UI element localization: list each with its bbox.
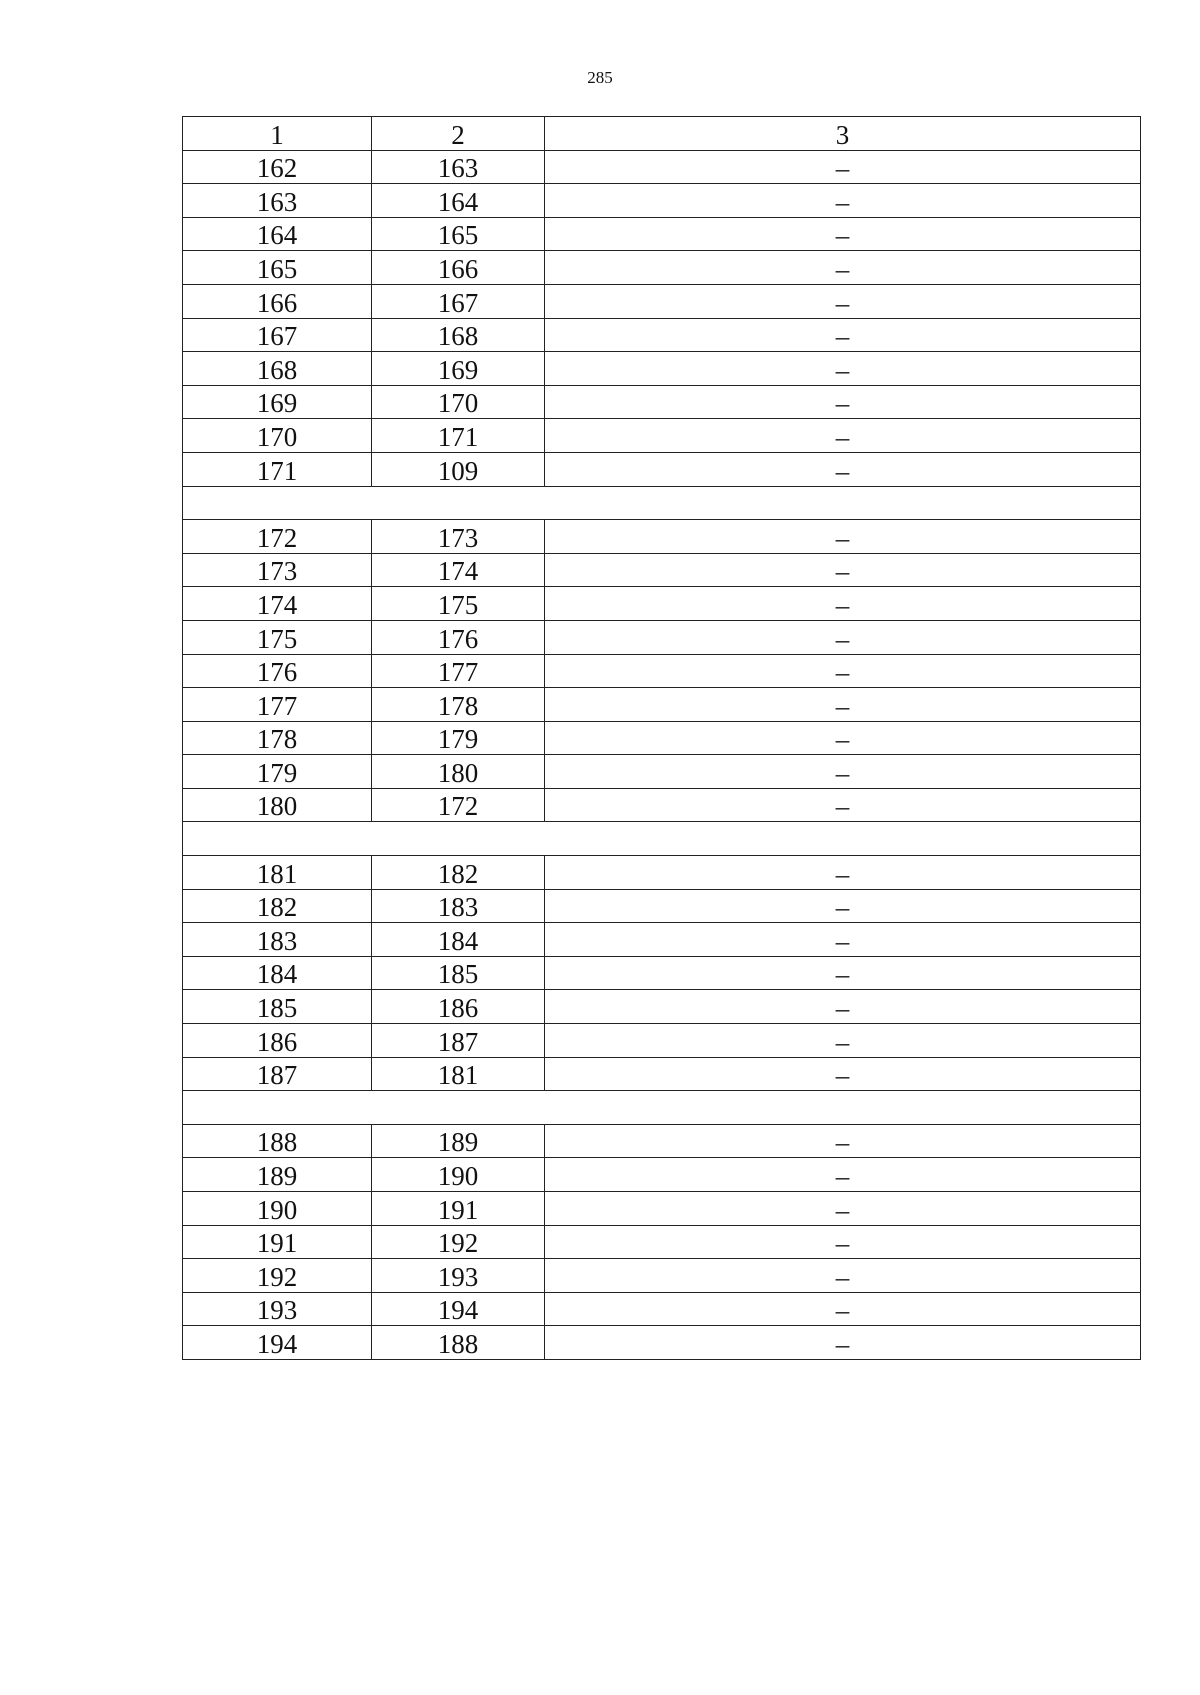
table-row [183,788,1141,822]
table-cell-col-3: – [545,1225,1141,1259]
table-row [183,1024,1141,1058]
table-cell-col-1: 170 [183,419,372,453]
table-cell-col-2: 165 [372,217,545,251]
table-cell-col-2: 179 [372,721,545,755]
table-cell-col-2: 193 [372,1259,545,1293]
table-cell-col-1: 167 [183,318,372,352]
table-cell-col-3: – [545,251,1141,285]
table-cell-col-1: 192 [183,1259,372,1293]
table-cell-col-3: – [545,1259,1141,1293]
table-cell-col-3: – [545,1158,1141,1192]
table-cell-col-2: 194 [372,1292,545,1326]
table-cell-col-1: 165 [183,251,372,285]
table-cell-col-2: 183 [372,889,545,923]
table-row [183,1259,1141,1293]
table-row [183,318,1141,352]
table-cell-col-2: 188 [372,1326,545,1360]
column-header-3: 3 [545,117,1141,151]
table-cell-col-3: – [545,520,1141,554]
table-row [183,1158,1141,1192]
table-cell-col-1: 176 [183,654,372,688]
table-row [183,184,1141,218]
table-row [183,217,1141,251]
table-cell-col-3: – [545,856,1141,890]
table-cell-col-3: – [545,553,1141,587]
table-cell-col-2: 163 [372,150,545,184]
group-separator-cell [183,822,1141,856]
table-cell-col-3: – [545,1192,1141,1226]
table-cell-col-2: 178 [372,688,545,722]
table-row [183,251,1141,285]
table-cell-col-1: 173 [183,553,372,587]
table-row [183,923,1141,957]
table-row [183,620,1141,654]
table-cell-col-2: 190 [372,1158,545,1192]
table-cell-col-3: – [545,217,1141,251]
group-separator-row [183,1091,1141,1125]
table-cell-col-1: 181 [183,856,372,890]
table-cell-col-1: 194 [183,1326,372,1360]
group-separator-cell [183,1091,1141,1125]
table-cell-col-1: 184 [183,956,372,990]
table-cell-col-1: 163 [183,184,372,218]
table-cell-col-1: 164 [183,217,372,251]
table-row [183,889,1141,923]
table-cell-col-3: – [545,284,1141,318]
table-row [183,419,1141,453]
table-cell-col-3: – [545,1124,1141,1158]
table-row [183,452,1141,486]
table-cell-col-1: 169 [183,385,372,419]
table-row [183,520,1141,554]
column-header-2: 2 [372,117,545,151]
table-cell-col-2: 167 [372,284,545,318]
table-cell-col-2: 175 [372,587,545,621]
table-row [183,352,1141,386]
table-cell-col-2: 164 [372,184,545,218]
table-row [183,1225,1141,1259]
table-row [183,755,1141,789]
table-cell-col-1: 171 [183,452,372,486]
table-row [183,654,1141,688]
table-cell-col-1: 175 [183,620,372,654]
table-cell-col-1: 191 [183,1225,372,1259]
table-row [183,587,1141,621]
table-cell-col-3: – [545,889,1141,923]
table-cell-col-2: 180 [372,755,545,789]
table-row [183,150,1141,184]
table-cell-col-1: 178 [183,721,372,755]
table-cell-col-3: – [545,150,1141,184]
table-cell-col-2: 109 [372,452,545,486]
table-cell-col-2: 187 [372,1024,545,1058]
table-cell-col-2: 182 [372,856,545,890]
page-number: 285 [587,68,613,87]
table-row [183,990,1141,1024]
group-separator-cell [183,486,1141,520]
table-cell-col-3: – [545,452,1141,486]
table-cell-col-1: 177 [183,688,372,722]
table-cell-col-1: 179 [183,755,372,789]
table-cell-col-2: 192 [372,1225,545,1259]
table-row [183,1124,1141,1158]
table-cell-col-2: 169 [372,352,545,386]
table-cell-col-3: – [545,721,1141,755]
table-cell-col-3: – [545,1292,1141,1326]
table-cell-col-3: – [545,1024,1141,1058]
table-row [183,956,1141,990]
table-cell-col-1: 193 [183,1292,372,1326]
table-cell-col-2: 186 [372,990,545,1024]
table-cell-col-3: – [545,956,1141,990]
table-cell-col-1: 172 [183,520,372,554]
table-cell-col-2: 185 [372,956,545,990]
table-row [183,385,1141,419]
table-cell-col-3: – [545,419,1141,453]
table-cell-col-2: 173 [372,520,545,554]
table-cell-col-2: 176 [372,620,545,654]
table-cell-col-3: – [545,654,1141,688]
table-cell-col-1: 185 [183,990,372,1024]
table-row [183,1292,1141,1326]
table-cell-col-3: – [545,923,1141,957]
table-cell-col-1: 166 [183,284,372,318]
table-cell-col-1: 168 [183,352,372,386]
table-cell-col-1: 186 [183,1024,372,1058]
table-cell-col-3: – [545,318,1141,352]
table-cell-col-2: 184 [372,923,545,957]
table-cell-col-3: – [545,184,1141,218]
table-cell-col-3: – [545,620,1141,654]
table-row [183,553,1141,587]
table-cell-col-1: 180 [183,788,372,822]
table-cell-col-3: – [545,1326,1141,1360]
table-cell-col-1: 188 [183,1124,372,1158]
table-cell-col-3: – [545,788,1141,822]
table-cell-col-3: – [545,755,1141,789]
table-cell-col-3: – [545,587,1141,621]
table-cell-col-3: – [545,688,1141,722]
table-cell-col-2: 191 [372,1192,545,1226]
table-cell-col-2: 168 [372,318,545,352]
table-row [183,1192,1141,1226]
table-cell-col-1: 182 [183,889,372,923]
table-row [183,1057,1141,1091]
table-cell-col-1: 187 [183,1057,372,1091]
table-cell-col-2: 170 [372,385,545,419]
table-cell-col-1: 190 [183,1192,372,1226]
table-cell-col-2: 189 [372,1124,545,1158]
column-header-1: 1 [183,117,372,151]
table-cell-col-2: 172 [372,788,545,822]
table-row [183,1326,1141,1360]
table-cell-col-1: 174 [183,587,372,621]
table-cell-col-3: – [545,352,1141,386]
table-cell-col-1: 162 [183,150,372,184]
table-cell-col-3: – [545,1057,1141,1091]
table-cell-col-2: 171 [372,419,545,453]
table-cell-col-3: – [545,385,1141,419]
group-separator-row [183,486,1141,520]
table-row [183,284,1141,318]
group-separator-row [183,822,1141,856]
table-cell-col-1: 183 [183,923,372,957]
table-row [183,721,1141,755]
table-cell-col-2: 181 [372,1057,545,1091]
table-row [183,856,1141,890]
table-header-row [183,117,1141,151]
table-cell-col-1: 189 [183,1158,372,1192]
table-row [183,688,1141,722]
table-cell-col-2: 174 [372,553,545,587]
table-body [183,117,1141,1360]
table-cell-col-2: 177 [372,654,545,688]
data-table [182,116,1141,1360]
table-cell-col-2: 166 [372,251,545,285]
table-cell-col-3: – [545,990,1141,1024]
